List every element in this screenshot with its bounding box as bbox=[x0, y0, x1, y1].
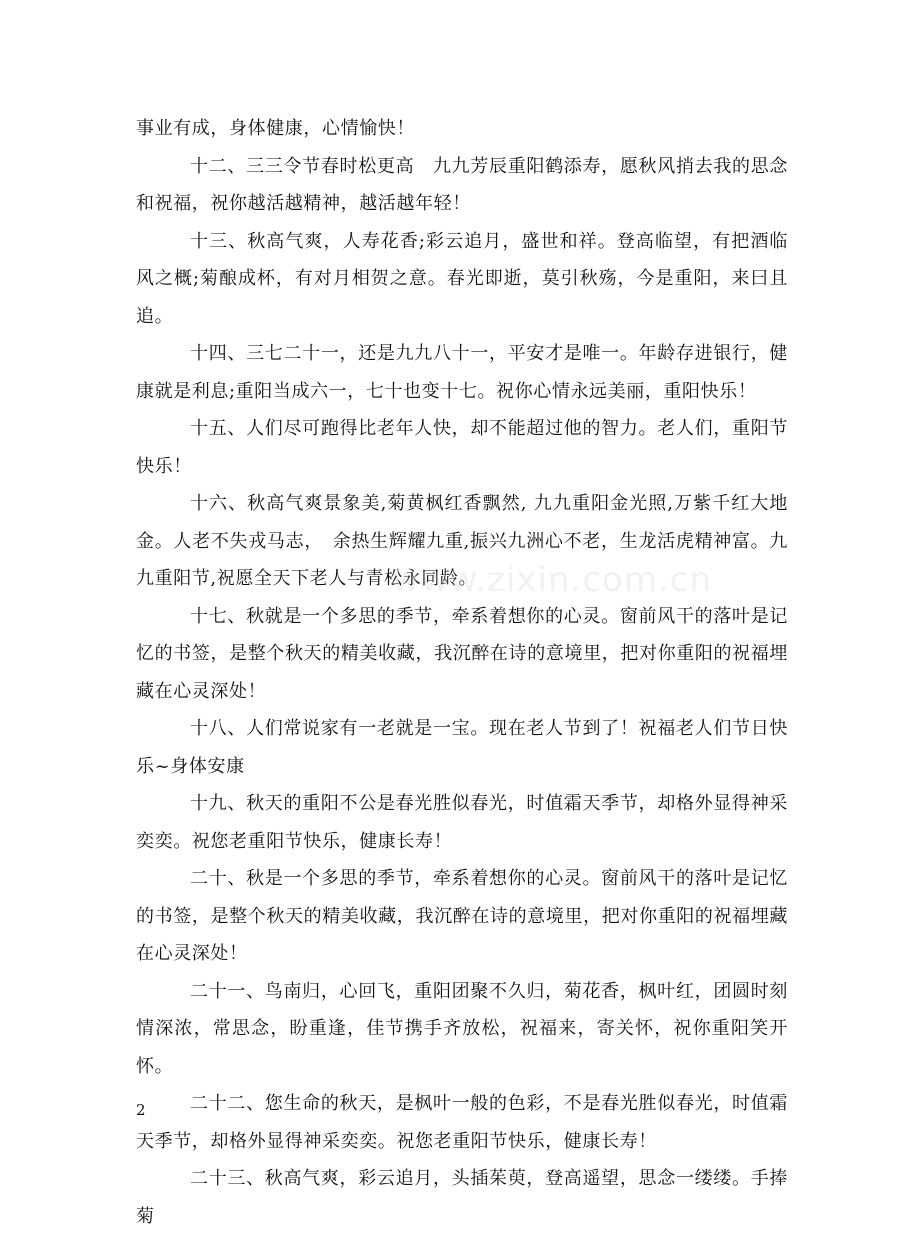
paragraph-13: 十三、秋高气爽，人寿花香;彩云追月，盛世和祥。登高临望，有把酒临风之概;菊酿成杯，有对月相贺之意。春光即逝，莫引秋殇，今是重阳，来曰且追。 bbox=[136, 230, 788, 327]
paragraph-continuation: 事业有成，身体健康，心情愉快！ bbox=[136, 118, 415, 139]
paragraph-23: 二十三、秋高气爽，彩云追月，头插茱萸，登高遥望，思念一缕缕。手捧菊 bbox=[136, 1168, 788, 1227]
paragraph-20: 二十、秋是一个多思的季节，牵系着想你的心灵。窗前风干的落叶是记忆的书签，是整个秋天的精美收藏，我沉醉在诗的意境里，把对你重阳的祝福埋藏在心灵深处！ bbox=[136, 868, 788, 964]
paragraph-19: 十九、秋天的重阳不公是春光胜似春光，时值霜天季节，却格外显得神采奕奕。祝您老重阳节快乐，健康长寿！ bbox=[136, 793, 788, 852]
paragraph-17: 十七、秋就是一个多思的季节，牵系着想你的心灵。窗前风干的落叶是记忆的书签，是整个秋天的精美收藏，我沉醉在诗的意境里，把对你重阳的祝福埋藏在心灵深处！ bbox=[136, 605, 788, 702]
paragraph-22: 二十二、您生命的秋天，是枫叶一般的色彩，不是春光胜似春光，时值霜天季节，却格外显得神采奕奕。祝您老重阳节快乐，健康长寿！ bbox=[136, 1093, 788, 1152]
paragraph-14: 十四、三七二十一，还是九九八十一，平安才是唯一。年龄存进银行，健康就是利息;重阳当成六一，七十也变十七。祝你心情永远美丽，重阳快乐！ bbox=[136, 343, 788, 402]
paragraph-18: 十八、人们常说家有一老就是一宝。现在老人节到了！祝福老人们节日快乐~身体安康 bbox=[136, 718, 788, 777]
paragraph-15: 十五、人们尽可跑得比老年人快，却不能超过他的智力。老人们，重阳节快乐！ bbox=[136, 418, 788, 477]
body-text bbox=[136, 110, 788, 1235]
paragraph-12: 十二、三三令节春时松更高 九九芳辰重阳鹤添寿，愿秋风捎去我的思念和祝福，祝你越活越精神，越活越年轻！ bbox=[136, 155, 788, 214]
paragraph-16: 十六、秋高气爽景象美,菊黄枫红香飘然, 九九重阳金光照,万紫千红大地金。人老不失戎马志， 余热生辉耀九重,振兴九洲心不老，生龙活虎精神富。九九重阳节,祝愿全天下老人与青松永同龄。 bbox=[136, 493, 788, 589]
page-number: 2 bbox=[136, 1101, 146, 1119]
paragraph-21: 二十一、鸟南归，心回飞，重阳团聚不久归，菊花香，枫叶红，团圆时刻情深浓，常思念，盼重逢，佳节携手齐放松，祝福来，寄关怀，祝你重阳笑开怀。 bbox=[136, 980, 788, 1077]
watermark: www.zixin.com.cn bbox=[392, 560, 712, 600]
